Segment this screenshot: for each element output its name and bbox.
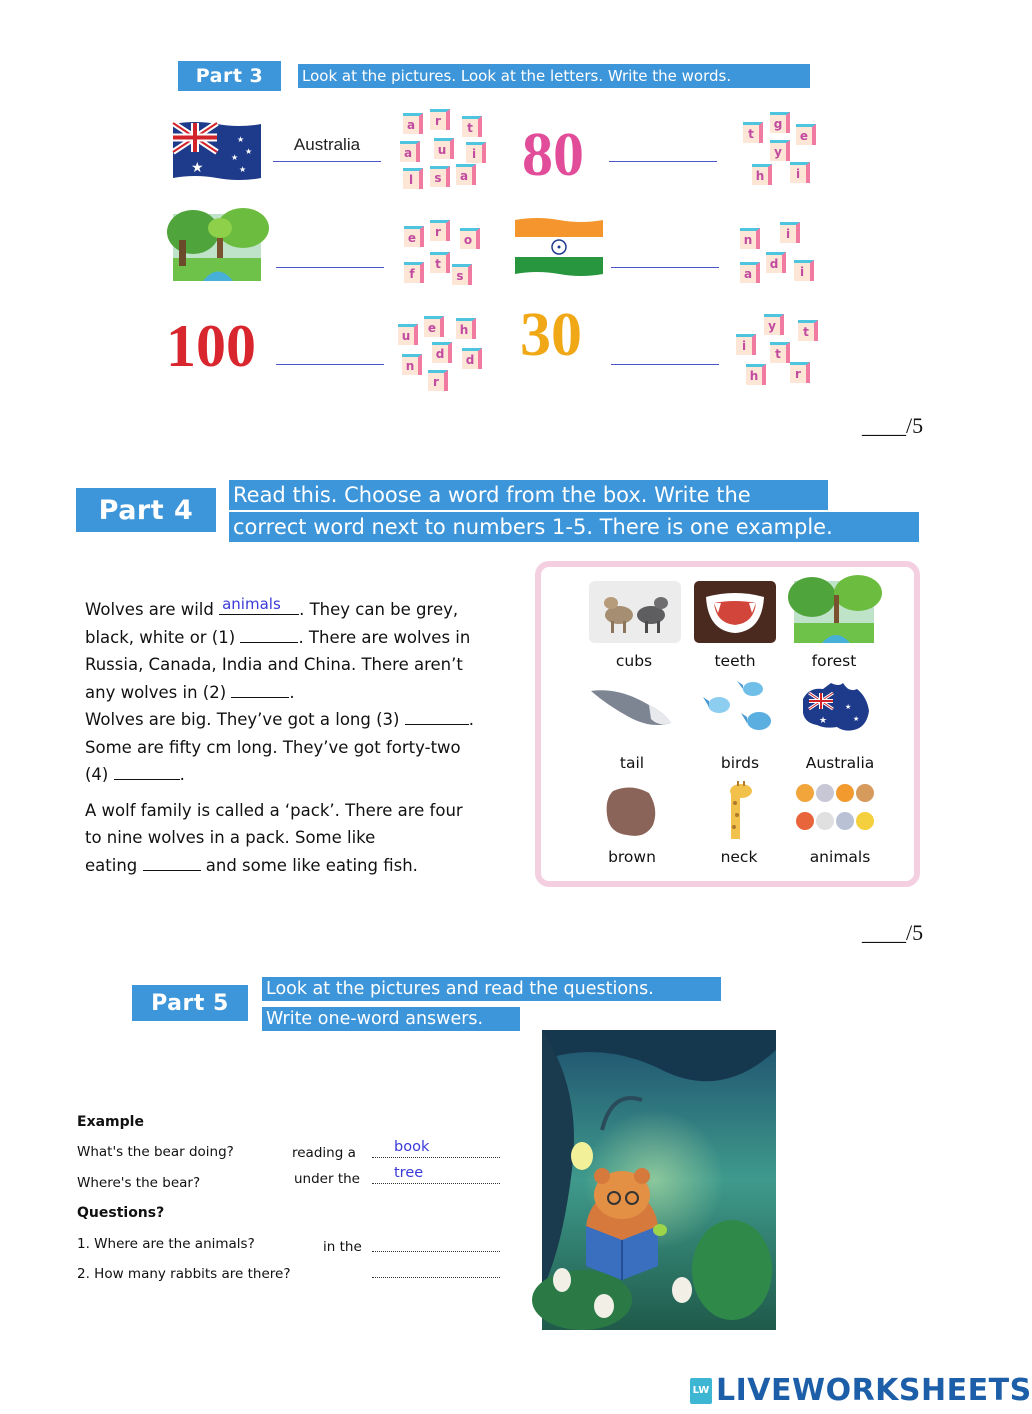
example-answer-line-1 <box>372 1140 500 1158</box>
tail-picture <box>589 683 675 731</box>
word-birds: birds <box>720 754 760 772</box>
part4-reading-text <box>85 596 515 879</box>
text-line: . There are wolves in <box>298 627 471 647</box>
part4-instruction-line2: correct word next to numbers 1-5. There is one example. <box>229 512 919 542</box>
letter-block: l <box>403 168 423 189</box>
part5-label: Part 5 <box>132 985 248 1021</box>
part3-answer-5[interactable] <box>276 333 384 365</box>
text-line: . <box>468 710 474 729</box>
part5-instruction-line1: Look at the pictures and read the questions. <box>262 977 721 1001</box>
forest-picture-small <box>794 581 874 643</box>
letter-block: d <box>766 252 786 273</box>
india-flag-icon <box>515 216 603 278</box>
liveworksheets-logo <box>690 1373 1032 1408</box>
question-2: 2. How many rabbits are there? <box>77 1266 291 1282</box>
bear-reading-picture <box>542 1030 776 1330</box>
text-line: . <box>179 765 185 784</box>
letter-block: n <box>740 228 760 249</box>
text-line: to nine wolves in a pack. Some like <box>85 828 376 847</box>
cubs-picture <box>589 581 681 643</box>
word-teeth: teeth <box>714 652 756 670</box>
part3-answer-1[interactable] <box>273 130 381 162</box>
letter-block: i <box>794 260 814 281</box>
letter-block: s <box>430 166 450 187</box>
svg-text:★: ★ <box>819 716 828 726</box>
letter-blocks-2 <box>740 110 830 190</box>
text-line: A wolf family is called a ‘pack’. There are four <box>85 800 463 820</box>
letter-block: d <box>432 342 452 363</box>
answer-blank-2[interactable] <box>231 684 289 698</box>
letter-blocks-4 <box>738 218 828 290</box>
letter-block: i <box>780 222 800 243</box>
example-prefix-2: under the <box>294 1171 360 1187</box>
letter-block: e <box>796 124 816 145</box>
part5-questions-heading: Questions? <box>77 1205 165 1221</box>
letter-block: s <box>452 264 472 285</box>
letter-blocks-5 <box>396 314 491 392</box>
word-cubs: cubs <box>615 652 653 670</box>
letter-block: f <box>404 262 424 283</box>
svg-text:★: ★ <box>231 153 239 162</box>
part4-instruction-line1: Read this. Choose a word from the box. Write the <box>229 480 828 510</box>
example-question-2: Where's the bear? <box>77 1175 201 1191</box>
svg-text:★: ★ <box>237 135 245 144</box>
part5-example-heading: Example <box>77 1114 144 1130</box>
letter-block: h <box>456 318 476 339</box>
letter-block: t <box>743 122 763 143</box>
letter-block: h <box>752 164 772 185</box>
letter-block: a <box>403 113 423 134</box>
question-2-answer-line[interactable] <box>372 1260 500 1278</box>
letter-block: t <box>798 320 818 341</box>
letter-block: u <box>434 138 454 159</box>
letter-block: h <box>746 364 766 385</box>
text-line: . <box>289 682 295 702</box>
australia-map-picture <box>797 679 875 739</box>
answer-blank-5[interactable] <box>143 857 201 871</box>
letter-block: a <box>456 164 476 185</box>
example-answer-line-2 <box>372 1166 500 1184</box>
svg-text:★: ★ <box>239 165 247 174</box>
word-tail: tail <box>619 754 645 772</box>
letter-blocks-1 <box>400 108 490 190</box>
letter-block: t <box>462 116 482 137</box>
letter-block: e <box>424 316 444 337</box>
text-line: any wolves in (2) <box>85 682 232 702</box>
letter-block: a <box>740 262 760 283</box>
australia-flag-icon <box>173 120 261 182</box>
example-answer-blank <box>219 595 299 615</box>
logo-badge-icon: LW <box>690 1378 712 1404</box>
letter-block: i <box>790 162 810 183</box>
example-prefix-1: reading a <box>292 1145 356 1161</box>
example-answer-1: book <box>394 1139 430 1155</box>
part3-answer-4[interactable] <box>611 236 719 268</box>
text-line: . They can be grey, <box>299 600 459 619</box>
letter-block: d <box>462 348 482 369</box>
text-line: Some are fifty cm long. They’ve got forty-two <box>85 737 461 757</box>
part3-answer-6[interactable] <box>611 333 719 365</box>
answer-blank-4[interactable] <box>114 766 180 780</box>
letter-block: u <box>398 324 418 345</box>
part3-answer-2[interactable] <box>609 130 717 162</box>
svg-text:★: ★ <box>845 703 852 711</box>
part5-instruction-line2: Write one-word answers. <box>262 1007 520 1031</box>
answer-blank-3[interactable] <box>405 711 469 725</box>
letter-block: y <box>770 140 790 161</box>
svg-text:★: ★ <box>853 715 860 723</box>
letter-block: i <box>736 334 756 355</box>
word-neck: neck <box>720 848 758 866</box>
question-1-prefix: in the <box>323 1239 362 1255</box>
text-line: eating <box>85 855 143 875</box>
svg-text:★: ★ <box>245 147 253 156</box>
word-brown: brown <box>608 848 656 866</box>
part4-score: ____/5 <box>862 920 924 945</box>
part3-answer-3[interactable] <box>276 236 384 268</box>
number-100: 100 <box>166 313 256 379</box>
letter-block: e <box>404 226 424 247</box>
text-line: black, white or (1) <box>85 627 241 647</box>
birds-picture <box>699 677 779 737</box>
neck-picture <box>719 779 755 841</box>
question-1: 1. Where are the animals? <box>77 1236 255 1252</box>
number-30: 30 <box>520 301 582 369</box>
logo-text: LIVEWORKSHEETS <box>716 1373 1032 1408</box>
teeth-picture <box>694 581 776 643</box>
part3-instruction: Look at the pictures. Look at the letters. Write the words. <box>298 64 810 88</box>
letter-block: n <box>402 354 422 375</box>
text-line: Wolves are wild <box>85 600 220 619</box>
letter-block: o <box>460 228 480 249</box>
svg-text:★: ★ <box>191 160 204 176</box>
letter-block: r <box>790 362 810 383</box>
example-answer-2: tree <box>394 1165 424 1181</box>
letter-block: y <box>764 314 784 335</box>
letter-block: r <box>428 370 448 391</box>
question-1-answer-line[interactable] <box>372 1234 500 1252</box>
word-animals: animals <box>809 848 871 866</box>
forest-picture <box>173 214 261 281</box>
letter-block: r <box>430 220 450 241</box>
text-line: Wolves are big. They’ve got a long (3) <box>85 710 405 729</box>
part3-label: Part 3 <box>178 61 281 91</box>
animals-picture <box>795 781 879 839</box>
letter-block: r <box>430 109 450 130</box>
letter-block: i <box>466 142 486 163</box>
part3-score: ____/5 <box>862 413 924 438</box>
letter-blocks-6 <box>734 312 829 392</box>
number-80: 80 <box>522 121 584 189</box>
letter-blocks-3 <box>402 218 492 290</box>
part3-answer-1-text: Australia <box>293 135 361 154</box>
example-answer: animals <box>222 595 281 613</box>
answer-blank-1[interactable] <box>240 629 298 643</box>
text-line: (4) <box>85 765 114 784</box>
brown-picture <box>601 783 661 839</box>
letter-block: a <box>400 141 420 162</box>
text-line: Russia, Canada, India and China. There aren’t <box>85 655 463 674</box>
part4-label: Part 4 <box>76 488 216 532</box>
word-australia: Australia <box>805 754 875 772</box>
letter-block: g <box>770 112 790 133</box>
word-box <box>535 561 920 887</box>
letter-block: t <box>430 252 450 273</box>
word-forest: forest <box>811 652 857 670</box>
text-line: and some like eating fish. <box>200 855 418 875</box>
letter-block: t <box>770 342 790 363</box>
example-question-1: What's the bear doing? <box>77 1144 234 1160</box>
